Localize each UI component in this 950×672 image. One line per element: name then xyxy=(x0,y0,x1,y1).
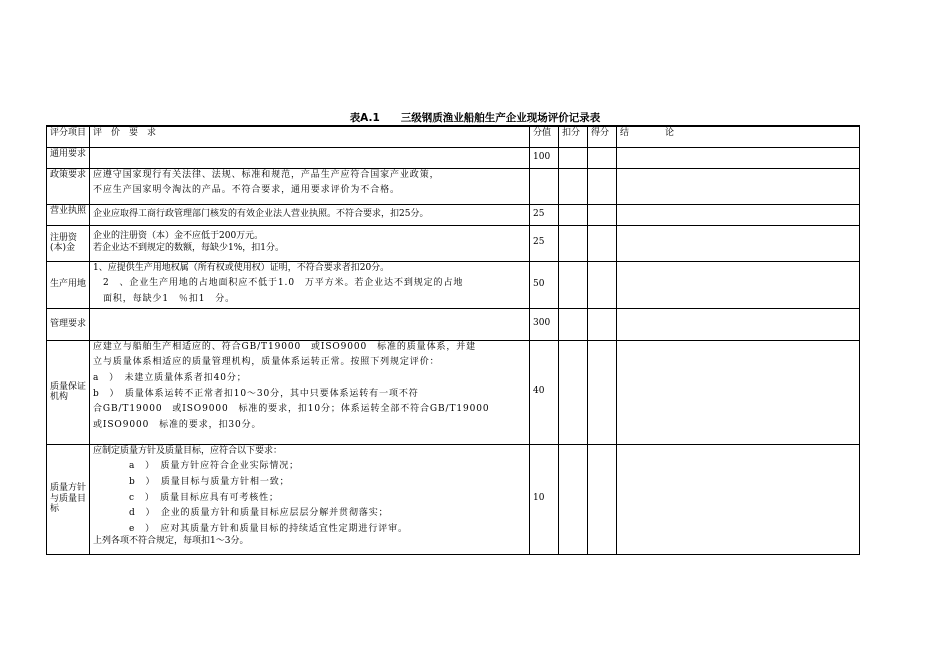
header-got: 得分 xyxy=(588,126,617,147)
table-row xyxy=(47,308,860,340)
table-row xyxy=(47,147,860,168)
row-item: 质量保证机构 xyxy=(47,340,90,444)
row-item: 注册资(本)金 xyxy=(47,225,90,261)
row-score: 40 xyxy=(530,340,559,444)
row-score: 10 xyxy=(530,444,559,554)
row-item: 生产用地 xyxy=(47,261,90,308)
row-item: 质量方针与质量目标 xyxy=(47,444,90,554)
table-title: 表A.1 三级钢质渔业船舶生产企业现场评价记录表 xyxy=(349,112,601,124)
row-score: 25 xyxy=(530,225,559,261)
table-row xyxy=(47,261,860,308)
row-requirement: 1、应提供生产用地权属（所有权或使用权）证明，不符合要求者扣20分。 2 、企业生产用地的占地面积应不低于1.0 万平方米。若企业达不到规定的占地 面积，每缺少1 ％扣1 分。 xyxy=(90,261,530,308)
header-requirement: 评 价 要 求 xyxy=(90,126,530,147)
header-score: 分值 xyxy=(530,126,559,147)
header-conclusion: 结 论 xyxy=(617,126,860,147)
row-requirement: 应建立与船舶生产相适应的、符合GB/T19000 或ISO9000 标准的质量体系，并建 立与质量体系相适应的质量管理机构，质量体系运转正常。按照下列规定评价： a ） 未建立质量体系者扣40分； b ） 质量体系运转不正常者扣10～30分，其中只要体系运转有一项不符 合GB/T19000 或ISO9000 标准的要求，扣10分；体系运转全部不符合GB/T19000 或ISO9000 标准的要求，扣30分。 xyxy=(90,340,530,444)
row-item: 营业执照 xyxy=(47,204,90,225)
row-score: 25 xyxy=(530,204,559,225)
header-item: 评分项目 xyxy=(47,126,90,147)
header-deduct: 扣分 xyxy=(559,126,588,147)
table-row xyxy=(47,168,860,204)
row-item: 管理要求 xyxy=(47,308,90,340)
table-row xyxy=(47,225,860,261)
row-score: 100 xyxy=(530,147,559,168)
table-row xyxy=(47,204,860,225)
row-requirement: 企业应取得工商行政管理部门核发的有效企业法人营业执照。不符合要求，扣25分。 xyxy=(90,204,530,225)
evaluation-table xyxy=(46,125,860,555)
table-row xyxy=(47,340,860,444)
row-score: 50 xyxy=(530,261,559,308)
row-requirement: 应遵守国家现行有关法律、法规、标准和规范，产品生产应符合国家产业政策， 不应生产国家明令淘汰的产品。不符合要求，通用要求评价为不合格。 xyxy=(90,168,530,204)
table-row xyxy=(47,444,860,554)
row-item: 政策要求 xyxy=(47,168,90,204)
row-item: 通用要求 xyxy=(47,147,90,168)
row-score: 300 xyxy=(530,308,559,340)
row-requirement: 应制定质量方针及质量目标，应符合以下要求： a ） 质量方针应符合企业实际情况； b ） 质量目标与质量方针相一致； c ） 质量目标应具有可考核性； d ） 企业的质量方针和质量目标应层层分解并贯彻落实； e ） 应对其质量方针和质量目标的持续适宜性定期进行评审。 上列各项不符合规定，每项扣1～3分。 xyxy=(90,444,530,554)
row-requirement: 企业的注册资（本）金不应低于200万元。 若企业达不到规定的数额，每缺少1%，扣1分。 xyxy=(90,225,530,261)
